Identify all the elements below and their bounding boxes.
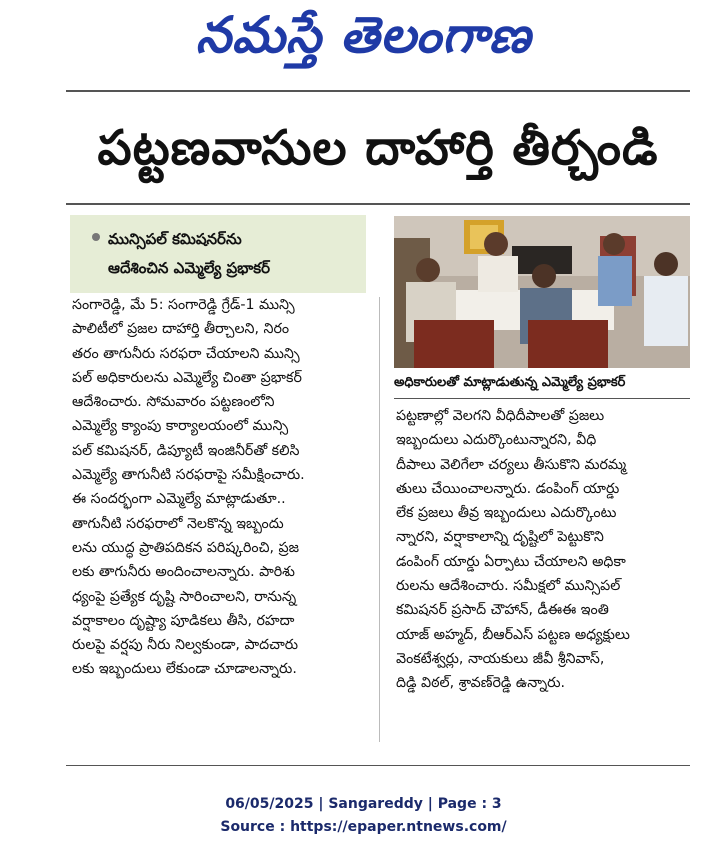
article-line: డంపింగ్ యార్డు ఏర్పాటు చేయాలని అధికా (396, 553, 626, 570)
publication-info: 06/05/2025 | Sangareddy | Page : 3 (225, 796, 502, 812)
article-headline: పట్టణవాసుల దాహార్తి తీర్చండి (97, 120, 659, 176)
article-line: దిడ్డి విఠల్, శ్రావణ్‌రెడ్డి ఉన్నారు. (396, 675, 565, 692)
article-line: దీపాలు వెలిగేలా చర్యలు తీసుకొని మరమ్మ (396, 456, 627, 473)
newspaper-logo: నమస్తే తెలంగాణ (195, 5, 532, 64)
subhead-box (70, 215, 366, 293)
article-line: లకు తాగునీరు అందించాలన్నారు. పారిశు (72, 564, 295, 581)
article-line: తులు చేయించాలన్నారు. డంపింగ్ యార్డు (396, 480, 620, 497)
caption-divider (394, 398, 690, 399)
subhead-line-1: మున్సిపల్ కమిషనర్‌ను (108, 230, 242, 248)
article-line: న్నారని, వర్షాకాలాన్ని దృష్టిలో పెట్టుకొని (396, 529, 604, 546)
article-line: లేక ప్రజలు తీవ్ర ఇబ్బందులు ఎదుర్కొంటు (396, 505, 617, 522)
bottom-divider (66, 765, 690, 766)
article-line: ఆదేశించారు. సోమవారం పట్టణంలోని (72, 394, 275, 411)
article-line: ఇబ్బందులు ఎదుర్కొంటున్నారని, వీధి (396, 432, 597, 449)
article-line: పాలిటీలో ప్రజల దాహార్తి తీర్చాలని, నిరం (72, 321, 290, 338)
headline-divider (66, 203, 690, 205)
article-line: వర్షాకాలం దృష్ట్యా పూడికలు తీసి, రహదా (72, 612, 295, 629)
article-line: లకు ఇబ్బందులు లేకుండా చూడాలన్నారు. (72, 661, 297, 678)
article-line: పల్ కమిషనర్, డిప్యూటీ ఇంజినీర్‌తో కలిసి (72, 442, 300, 459)
photo-caption: అధికారులతో మాట్లాడుతున్న ఎమ్మెల్యే ప్రభాకర్ (394, 375, 626, 390)
top-divider (66, 90, 690, 92)
article-line: తాగునీటి సరఫరాలో నెలకొన్న ఇబ్బందు (72, 515, 284, 532)
meeting-photo-illustration (394, 216, 690, 368)
article-line: పల్ అధికారులను ఎమ్మెల్యే చింతా ప్రభాకర్ (72, 369, 302, 386)
article-photo (394, 216, 690, 368)
article-column-right (396, 404, 688, 696)
source-link[interactable]: Source : https://epaper.ntnews.com/ (220, 819, 507, 835)
article-line: లను యుద్ధ ప్రాతిపదికన పరిష్కరించి, ప్రజ (72, 539, 299, 556)
article-line: పట్టణాల్లో వెలగని వీధిదీపాలతో ప్రజలు (396, 408, 605, 424)
article-line: ధ్యంపై ప్రత్యేక దృష్టి సారించాలని, రానున్న (72, 588, 297, 605)
article-line: కమిషనర్ ప్రసాద్ చౌహాన్, డీఈఈ ఇంతి (396, 602, 609, 619)
article-line: వెంకటేశ్వర్లు, నాయకులు జీవీ శ్రీనివాస్, (396, 650, 605, 667)
column-divider (379, 297, 380, 742)
article-line: సంగారెడ్డి, మే 5: సంగారెడ్డి గ్రేడ్-1 మున్సి (72, 297, 295, 313)
article-line: రులపై వర్షపు నీరు నిల్వకుండా, పాదచారు (72, 637, 299, 654)
article-line: ఎమ్మెల్యే తాగునీటి సరఫరాపై సమీక్షించారు. (72, 467, 305, 484)
article-line: ఎమ్మెల్యే క్యాంపు కార్యాలయంలో మున్సి (72, 418, 289, 435)
article-line: రులను ఆదేశించారు. సమీక్షలో మున్సిపల్ (396, 578, 621, 595)
masthead (0, 0, 727, 82)
article-column-left (72, 293, 364, 682)
article-line: యాజ్ అహ్మద్, బీఆర్‌ఎస్ పట్టణ అధ్యక్షులు (396, 626, 630, 643)
subhead-line-2: ఆదేశించిన ఎమ్మెల్యే ప్రభాకర్ (108, 259, 271, 277)
article-line: తరం తాగునీరు సరఫరా చేయాలని మున్సి (72, 345, 300, 362)
article-line: ఈ సందర్భంగా ఎమ్మెల్యే మాట్లాడుతూ.. (72, 491, 286, 508)
bullet-icon (92, 233, 100, 241)
